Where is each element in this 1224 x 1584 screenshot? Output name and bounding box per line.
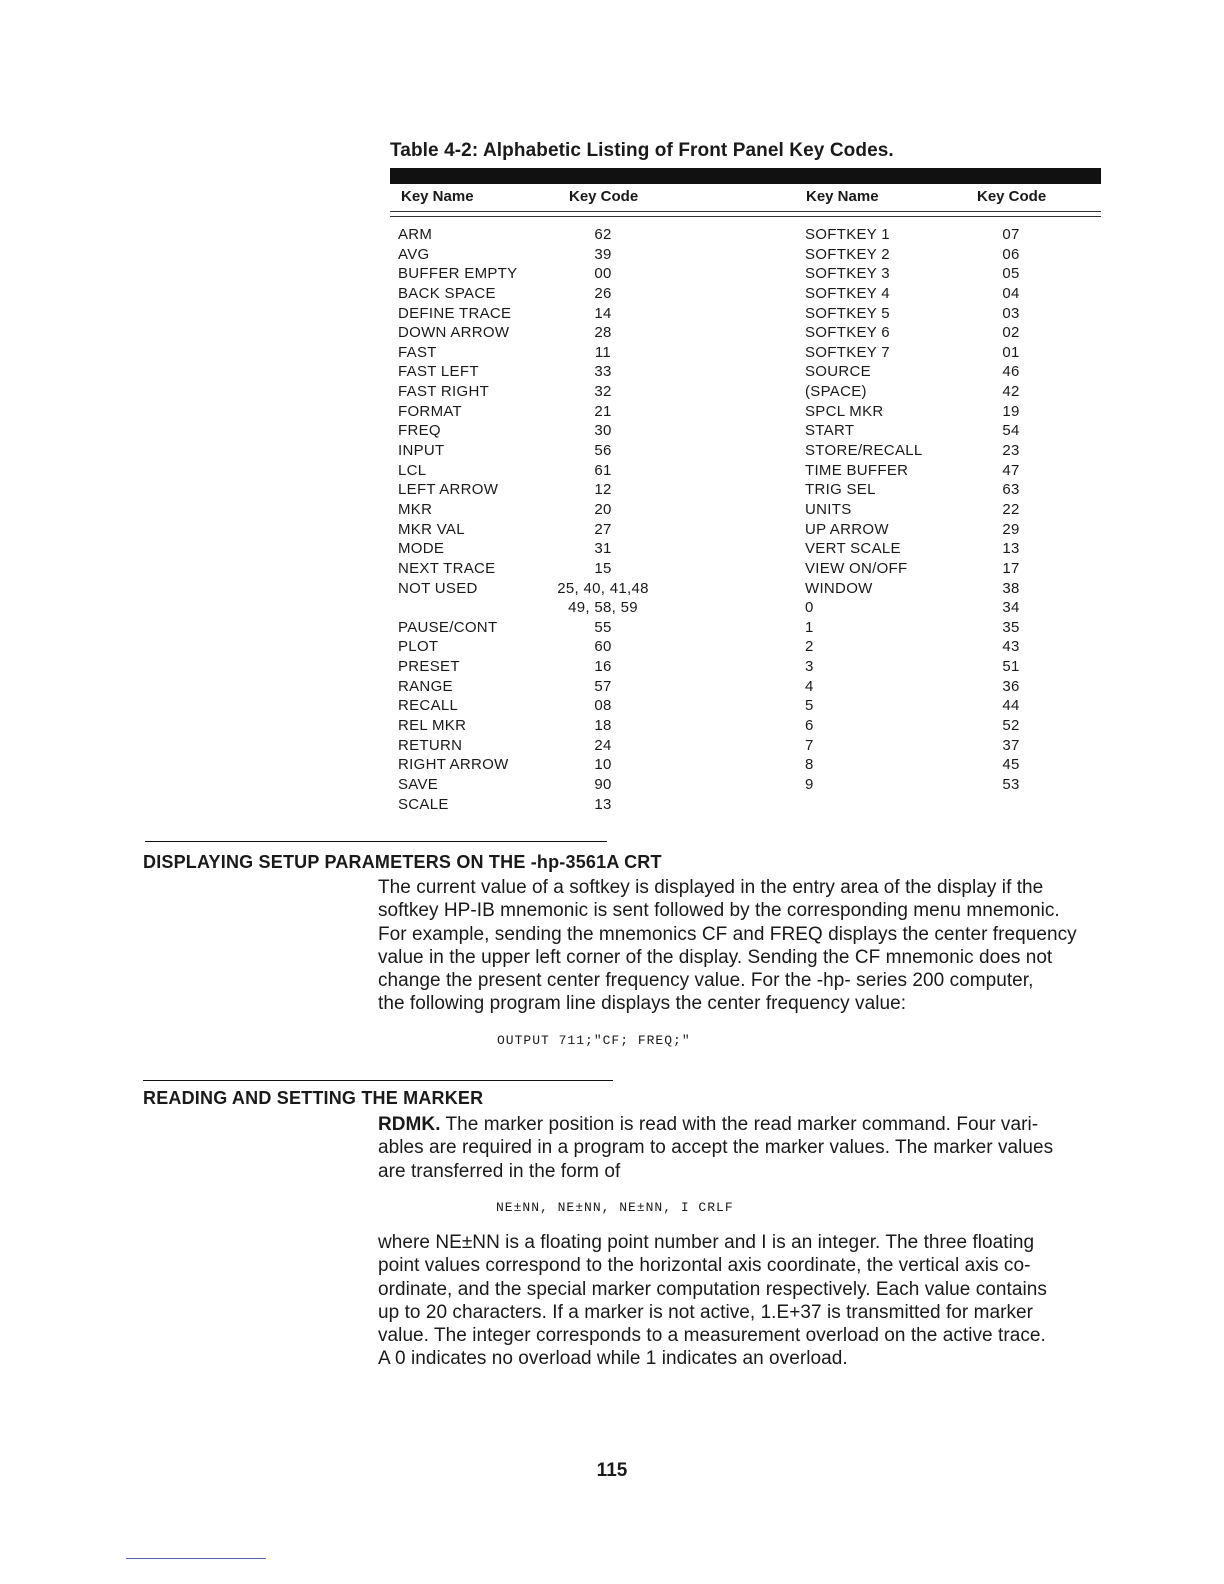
right-key-code-column [986,225,1036,795]
key-name-cell: FREQ [398,422,441,440]
section-heading-reading-marker: READING AND SETTING THE MARKER [143,1088,484,1108]
key-name-cell: 7 [805,736,814,754]
body-line: the following program line displays the center frequency value: [378,993,907,1015]
key-code-cell: 34 [1002,599,1020,617]
key-code-cell: 16 [594,658,612,676]
key-code-cell: 57 [594,677,612,695]
key-name-cell: RECALL [398,697,459,715]
key-name-cell: FAST LEFT [398,363,479,381]
key-code-cell: 22 [1002,500,1020,518]
key-name-cell: RANGE [398,677,453,695]
key-code-cell: 55 [594,618,612,636]
key-code-cell: 23 [1002,442,1020,460]
body-line: value. The integer corresponds to a measurement overload on the active trace. [378,1325,1046,1347]
key-code-cell: 13 [1002,540,1020,558]
key-name-cell: SOFTKEY 2 [805,245,890,263]
key-name-cell: MODE [398,540,445,558]
body-line: are transferred in the form of [378,1160,621,1182]
key-code-cell: 51 [1002,658,1020,676]
key-name-cell: ARM [398,226,433,243]
key-name-cell: SCALE [398,795,449,813]
key-name-cell: VERT SCALE [805,540,901,558]
key-code-cell: 13 [594,795,612,813]
page-number: 115 [596,1460,628,1481]
key-name-cell: SOURCE [805,363,871,381]
code-example-marker-format: NE±NN, NE±NN, NE±NN, I CRLF [496,1200,734,1215]
key-code-cell: 18 [594,717,612,735]
body-line: where NE±NN is a floating point number and I is an integer. The three floating [378,1232,1035,1253]
key-name-cell: 6 [805,717,814,735]
key-name-cell: NOT USED [398,579,478,597]
key-name-cell: RIGHT ARROW [398,756,509,774]
table-title: Table 4-2: Alphabetic Listing of Front Panel Key Codes. [390,140,894,161]
key-name-cell: INPUT [398,442,445,460]
key-code-cell: 28 [594,324,612,342]
rdmk-keyword: RDMK. [378,1114,441,1135]
key-name-cell: MKR VAL [398,520,465,538]
key-code-cell: 10 [594,756,612,774]
key-code-cell: 05 [1002,265,1020,283]
key-name-cell: UNITS [805,500,852,518]
key-code-cell: 29 [1002,520,1020,538]
header-key-code-left: Key Code [569,188,639,205]
key-name-cell: DOWN ARROW [398,324,510,342]
section-rule [143,1080,613,1081]
key-name-cell: 0 [805,599,814,617]
key-name-cell: SOFTKEY 1 [805,226,890,243]
key-name-cell: SOFTKEY 6 [805,324,890,342]
body-line: A 0 indicates no overload while 1 indicates an overload. [378,1348,848,1370]
section-heading-displaying-setup: DISPLAYING SETUP PARAMETERS ON THE -hp-3561A CRT [143,852,662,872]
key-name-cell [398,598,517,618]
key-code-cell: 31 [594,540,612,558]
key-name-cell: START [805,422,855,440]
key-name-cell: 1 [805,618,814,636]
key-code-cell: 19 [1002,402,1020,420]
section-rule [145,841,607,842]
key-name-cell: NEXT TRACE [398,559,496,577]
key-name-cell: SOFTKEY 7 [805,343,890,361]
key-code-cell: 30 [594,422,612,440]
key-name-cell: SOFTKEY 4 [805,284,890,302]
body-line: softkey HP-IB mnemonic is sent followed by the corresponding menu mnemonic. [378,900,1060,922]
key-code-cell: 06 [1002,245,1020,263]
key-code-cell: 43 [1002,638,1020,656]
key-name-cell: REL MKR [398,717,467,735]
key-code-cell: 36 [1002,677,1020,695]
key-name-cell: (SPACE) [805,383,867,401]
key-code-cell: 47 [1002,461,1020,479]
key-name-cell: SOFTKEY 5 [805,304,890,322]
body-line: value in the upper left corner of the display. Sending the CF mnemonic does not [378,946,1053,968]
key-code-cell: 62 [594,226,612,243]
key-code-cell: 49, 58, 59 [568,599,638,617]
key-code-cell: 08 [594,697,612,715]
key-code-cell: 27 [594,520,612,538]
body-line: For example, sending the mnemonics CF and FREQ displays the center frequency [378,923,1077,945]
key-code-cell: 35 [1002,618,1020,636]
key-name-cell: 2 [805,638,814,656]
key-code-cell: 14 [594,304,612,322]
key-code-cell: 11 [594,343,612,361]
header-key-code-right: Key Code [977,188,1047,205]
key-code-cell: 53 [1002,775,1020,793]
key-code-cell: 38 [1002,579,1020,597]
header-key-name-left: Key Name [401,188,474,205]
key-code-cell: 25, 40, 41,48 [557,579,649,597]
key-code-cell: 61 [594,461,612,479]
title-bar [390,168,1101,184]
key-code-cell: 37 [1002,736,1020,754]
key-name-cell: TRIG SEL [805,481,876,499]
section-body-displaying-setup [378,876,1077,1016]
key-name-cell: PAUSE/CONT [398,618,498,636]
key-name-cell: 5 [805,697,814,715]
key-name-cell: MKR [398,500,433,518]
key-name-cell: SAVE [398,775,439,793]
key-name-cell: LEFT ARROW [398,481,499,499]
body-line [378,1113,1053,1136]
key-code-cell: 02 [1002,324,1020,342]
body-text: The marker position is read with the read marker command. Four vari- [440,1114,1039,1135]
key-code-cell: 03 [1002,304,1020,322]
key-name-cell: PRESET [398,658,460,676]
key-code-cell: 15 [594,559,612,577]
key-code-cell: 33 [594,363,612,381]
left-key-name-column [398,225,517,814]
key-code-cell: 24 [594,736,612,754]
key-name-cell: STORE/RECALL [805,442,923,460]
key-code-cell: 01 [1002,343,1020,361]
key-name-cell: FAST [398,343,437,361]
key-code-cell: 39 [594,245,612,263]
key-name-cell: 4 [805,677,814,695]
header-rule-bottom [390,216,1101,217]
key-name-cell: BUFFER EMPTY [398,265,518,283]
key-name-cell: BACK SPACE [398,284,496,302]
right-key-name-column [805,225,923,795]
key-code-cell: 52 [1002,717,1020,735]
key-code-cell: 45 [1002,756,1020,774]
key-code-cell: 26 [594,284,612,302]
key-name-cell: 9 [805,775,814,793]
header-key-name-right: Key Name [806,188,879,205]
key-name-cell: LCL [398,461,427,479]
key-name-cell: 3 [805,658,814,676]
key-name-cell: PLOT [398,638,439,656]
section-body-reading-marker [378,1113,1053,1183]
key-name-cell: TIME BUFFER [805,461,909,479]
key-code-cell: 20 [594,500,612,518]
key-code-cell: 42 [1002,383,1020,401]
key-code-cell: 07 [1002,226,1020,243]
key-code-cell: 56 [594,442,612,460]
key-name-cell: DEFINE TRACE [398,304,512,322]
key-code-cell: 90 [594,775,612,793]
key-name-cell: SOFTKEY 3 [805,265,890,283]
body-line: ordinate, and the special marker computation respectively. Each value contains [378,1278,1047,1300]
key-name-cell: WINDOW [805,579,873,597]
key-code-cell: 04 [1002,284,1020,302]
key-code-cell: 12 [594,481,612,499]
key-code-cell: 32 [594,383,612,401]
body-line: change the present center frequency value. For the -hp- series 200 computer, [378,970,1034,992]
key-code-cell: 54 [1002,422,1020,440]
key-code-cell: 46 [1002,363,1020,381]
left-key-code-column [533,225,673,814]
key-code-cell: 44 [1002,697,1020,715]
key-code-cell: 17 [1002,559,1020,577]
section-body-marker-details [378,1231,1047,1371]
body-line: ables are required in a program to accept the marker values. The marker values [378,1137,1054,1159]
code-example-output: OUTPUT 711;"CF; FREQ;" [497,1033,691,1048]
key-name-cell: UP ARROW [805,520,889,538]
key-code-cell: 21 [594,402,612,420]
footer-rule [126,1558,266,1559]
key-code-cell: 00 [594,265,612,283]
key-name-cell: SPCL MKR [805,402,884,420]
key-name-cell: 8 [805,756,814,774]
key-name-cell: FAST RIGHT [398,383,490,401]
key-name-cell: FORMAT [398,402,463,420]
key-name-cell: RETURN [398,736,463,754]
key-name-cell: VIEW ON/OFF [805,559,908,577]
header-rule-top [390,211,1101,212]
body-line: up to 20 characters. If a marker is not active, 1.E+37 is transmitted for marker [378,1301,1034,1323]
key-name-cell: AVG [398,245,430,263]
body-line: point values correspond to the horizontal axis coordinate, the vertical axis co- [378,1255,1031,1277]
key-code-cell: 60 [594,638,612,656]
key-code-cell: 63 [1002,481,1020,499]
body-line: The current value of a softkey is displayed in the entry area of the display if the [378,877,1044,898]
